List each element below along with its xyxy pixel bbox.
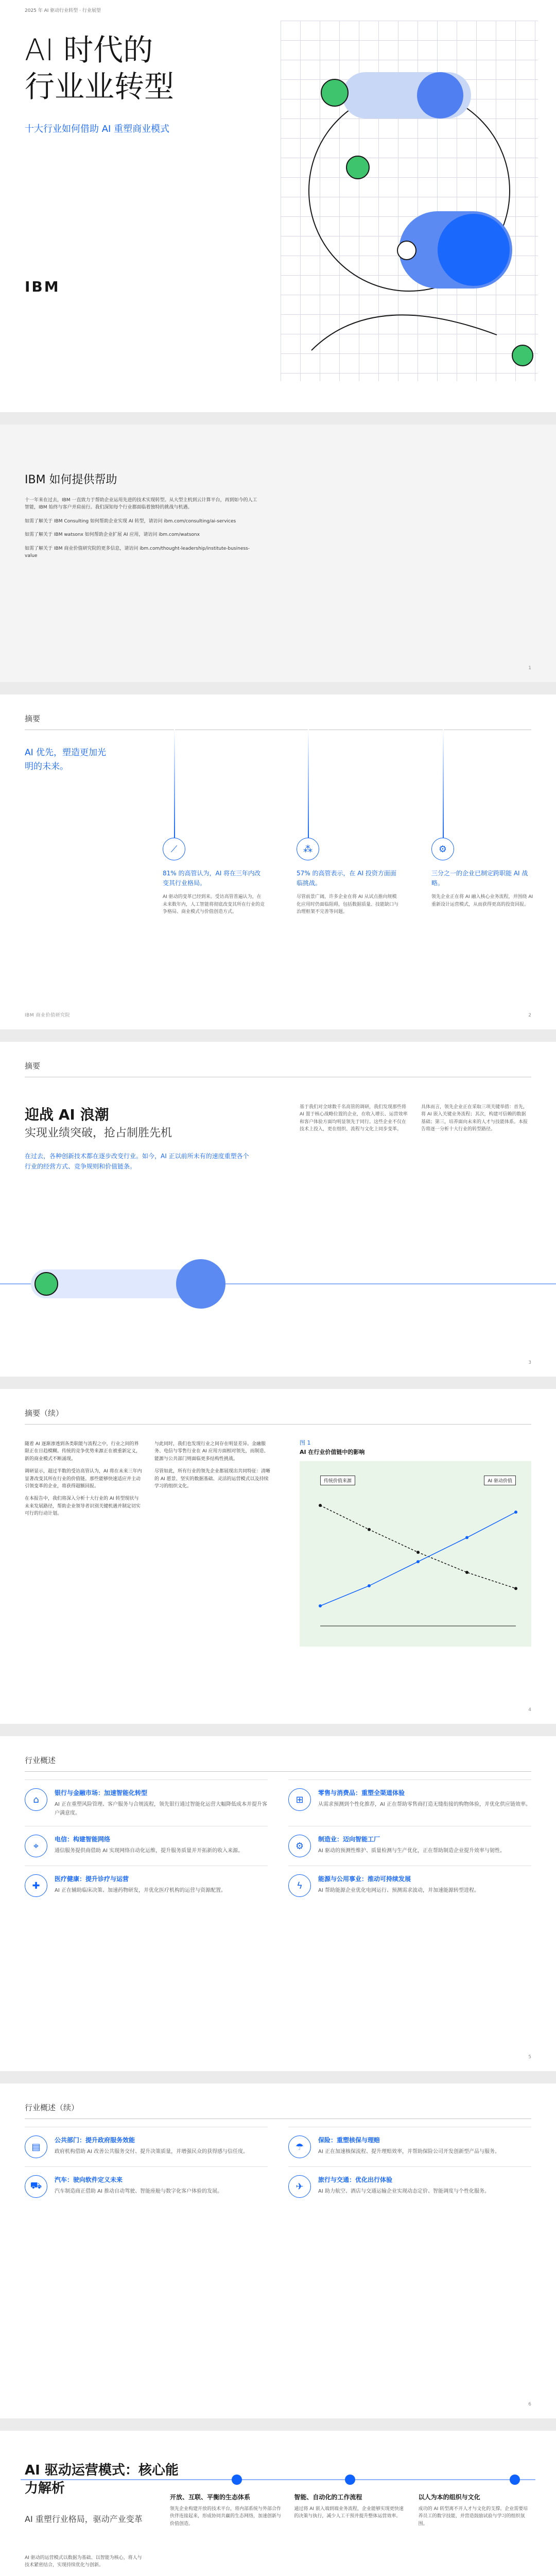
op-col: [294, 2493, 406, 2528]
vline: [174, 730, 175, 838]
summary-para: 随着 AI 逐渐渗透到各类职能与流程之中，行业之间的界限正在日趋模糊。传统的竞争优势来源正在被重新定义，新的商业模式不断涌现。: [25, 1442, 141, 1462]
industry-grid: [25, 2127, 531, 2206]
op-subheading: AI 重塑行业格局，驱动产业变革: [25, 2514, 143, 2524]
industry-text: AI 帮助能源企业优化电网运行、预测需求波动，并加速能源转型进程。: [318, 1888, 479, 1893]
op-timeline: [21, 2472, 535, 2487]
cover-subtitle: 十大行业如何借助 AI 重塑商业模式: [25, 124, 170, 134]
divider: [25, 1771, 531, 1772]
series-line-1: [320, 1512, 516, 1606]
section-label: 行业概述（续）: [25, 2103, 79, 2112]
cover-title: [25, 32, 174, 105]
industry-card: [288, 1866, 531, 1905]
op-columns: [170, 2493, 530, 2528]
section-label: 行业概述: [25, 1756, 56, 1765]
op-col-title: 智能、自动化的工作流程: [294, 2494, 362, 2501]
industry-title: 医疗健康：提升诊疗与运营: [55, 1875, 129, 1883]
wave-subheading: 实现业绩突破，抢占制胜先机: [25, 1127, 172, 1140]
ibm-help-para: 如需了解关于 IBM watsonx 如何帮助企业扩展 AI 应用，请访问 ibm.com/watsonx: [25, 532, 200, 538]
page-number: 2: [528, 1013, 531, 1018]
wave-heading: 迎战 AI 浪潮: [25, 1106, 109, 1123]
industry-card: [25, 1866, 268, 1905]
cover-circles: [281, 21, 538, 381]
industry-title: 旅行与交通：优化出行体验: [318, 2176, 393, 2183]
wave-intro: 在过去，各种创新技术都在逐步改变行业。如今，AI 正以前所未有的速度重塑各个行业的经营方式、竞争规则和价值链条。: [25, 1153, 249, 1171]
industry-title: 能源与公用事业：推动可持续发展: [318, 1875, 411, 1883]
legend-series-0: 传统价值来源: [320, 1476, 355, 1485]
industry-card: [288, 1826, 531, 1866]
cover-dot-small: [397, 241, 416, 260]
series-point-0: [465, 1571, 468, 1574]
industry-grid: [25, 1780, 531, 1905]
stat-title: 81% 的高管认为，AI 将在三年内改变其行业格局。: [163, 870, 261, 887]
bank-icon: ⌂: [25, 1788, 47, 1811]
cover-dot-green3: [512, 345, 533, 366]
industry-text: AI 正在加速核保流程、提升理赔效率，并帮助保险公司开发创新型产品与服务。: [318, 2149, 500, 2155]
series-point-0: [319, 1504, 322, 1507]
wave-col2: 具体而言，领先企业正在采取三项关键举措：首先，将 AI 嵌入关键业务流程；其次，构建可信赖的数据基础；第三，培养面向未来的人才与技能体系。本报告将逐一分析十大行业的转型路径。: [421, 1105, 528, 1132]
footer-source: IBM 商业价值研究院: [25, 1013, 70, 1018]
cover-graphic: [281, 21, 538, 381]
section-label: 摘要: [25, 714, 41, 723]
op-col-text: 成功的 AI 转型离不开人才与文化的支撑。企业需要培养员工的数字技能，并营造鼓励试验与学习的组织氛围。: [418, 2506, 528, 2527]
ibm-help-para: 如需了解关于 IBM Consulting 如何帮助企业实现 AI 转型，请访问 ibm.com/consulting/ai-services: [25, 518, 236, 524]
cover-dot-top: [417, 72, 463, 118]
ibm-help-body: [25, 497, 262, 566]
network-icon: ⁂: [297, 838, 319, 860]
ibm-help-heading: IBM 如何提供帮助: [25, 473, 117, 486]
wave-green-circle: [35, 1273, 58, 1295]
summary-para: 在本报告中，我们将深入分析十大行业的 AI 转型现状与未来发展路径，帮助企业领导者识别关键机遇并制定切实可行的行动计划。: [25, 1496, 141, 1517]
car-icon: ⛟: [25, 2175, 47, 2198]
op-col-title: 以人为本的组织与文化: [418, 2494, 480, 2501]
stat-text: AI 驱动的变革已经到来。受访高管普遍认为，在未来数年内，人工智能将彻底改变其所在行业的竞争格局、商业模式与价值创造方式。: [163, 894, 265, 915]
industry-card: [25, 1780, 268, 1826]
industry-text: 政府机构借助 AI 改善公共服务交付、提升决策质量，并增强民众的获得感与信任度。: [55, 2149, 249, 2155]
wave-blue-circle: [176, 1259, 225, 1309]
summary-para: 尽管如此，所有行业的领先企业都展现出共同特征：清晰的 AI 愿景、坚实的数据基础、灵活的运营模式以及持续学习的组织文化。: [154, 1469, 271, 1489]
page-number: 5: [528, 2055, 531, 2060]
page-number: 1: [528, 666, 531, 671]
summary-col2: [154, 1440, 273, 1495]
op-col-text: 通过将 AI 嵌入端到端业务流程，企业能够实现更快速的决策与执行，减少人工干预并提升整体运营效率。: [294, 2506, 404, 2519]
cover-dot-mid: [438, 214, 510, 286]
wave-graphic: [0, 1258, 556, 1310]
summary-lead: AI 优先，塑造更加光明的未来。: [25, 748, 107, 772]
page-number: 3: [528, 1360, 531, 1365]
ibm-help-para: 十一年来在过去，IBM 一直致力于帮助企业运用先进的技术实现转型。从大型主机到云计算平台，再到如今的人工智能，IBM 始终与客户并肩前行。我们深知每个行业都面临着独特的挑战与机遇。: [25, 498, 257, 511]
cover-dot-green2: [346, 156, 369, 179]
series-point-1: [319, 1604, 322, 1607]
cover-title-line1: AI 时代的: [25, 32, 153, 67]
industry-title: 制造业：迈向智能工厂: [318, 1836, 380, 1843]
industry-text: AI 正在辅助临床决策、加速药物研发，并优化医疗机构的运营与资源配置。: [55, 1888, 226, 1893]
op-heading: AI 驱动运营模式：核心能力解析: [25, 2463, 179, 2497]
stat-card: [297, 838, 399, 916]
gear-icon: ⚙: [431, 838, 454, 860]
section-label: 摘要（续）: [25, 1409, 64, 1418]
page-number: 4: [528, 1707, 531, 1713]
page-number: 6: [528, 2402, 531, 2407]
industry-card: [288, 2166, 531, 2206]
op-col: [170, 2493, 282, 2528]
value-chart: [300, 1461, 531, 1647]
page-ai-wave: [0, 1042, 556, 1377]
industry-text: AI 驱动的预测性维护、质量检测与生产优化，正在帮助制造企业提升效率与韧性。: [318, 1848, 505, 1854]
energy-icon: ϟ: [288, 1874, 311, 1897]
industry-text: AI 正在重塑风险管理、客户服务与合规流程，领先银行通过智能化运营大幅降低成本并提升客户满意度。: [55, 1802, 267, 1816]
summary-para: 调研显示，超过半数的受访高管认为，AI 将在未来三年内显著改变其所在行业的价值链。那些能够快速适应并主动引领变革的企业，将获得超额回报。: [25, 1469, 142, 1489]
op-col: [419, 2493, 530, 2528]
cart-icon: ⊞: [288, 1788, 311, 1811]
industry-card: [288, 2127, 531, 2166]
industry-text: 汽车制造商正借助 AI 推动自动驾驶、智能座舱与数字化客户体验的发展。: [55, 2189, 223, 2194]
series-point-0: [514, 1587, 517, 1590]
stat-card: [431, 838, 534, 908]
op-intro: AI 驱动的运营模式以数据为基础、以智能为核心，将人与技术紧密结合，实现持续优化与创新。: [25, 2555, 142, 2568]
op-dot: [232, 2475, 242, 2485]
wave-col1: 基于我们对全球数千名高管的调研，我们发现那些将 AI 置于核心战略位置的企业，在收入增长、运营效率和客户体验方面均明显领先于同行。这些企业不仅在技术上投入，更在组织、流程与文化上同步变革。: [300, 1105, 408, 1132]
series-point-0: [368, 1528, 371, 1531]
series-point-0: [416, 1551, 420, 1554]
op-dot: [345, 2475, 355, 2485]
industry-title: 保险：重塑核保与理赔: [318, 2137, 380, 2144]
summary-col1: [25, 1440, 143, 1523]
series-line-0: [320, 1505, 516, 1588]
vline: [443, 730, 444, 838]
vline: [308, 730, 309, 838]
health-icon: ✚: [25, 1874, 47, 1897]
divider: [25, 1424, 531, 1425]
stat-card: [163, 838, 266, 916]
summary-para: 与此同时，我们也发现行业之间存在明显差异。金融服务、电信与零售行业在 AI 应用方面相对领先，而制造、能源与公共部门则面临更多结构性挑战。: [154, 1442, 269, 1462]
series-point-1: [514, 1511, 517, 1514]
page-summary: [0, 694, 556, 1029]
cover-dot-green1: [321, 79, 348, 106]
antenna-icon: ⌖: [25, 1835, 47, 1857]
stat-text: 尽管前景广阔，许多企业在将 AI 从试点推向规模化应用时仍面临阻碍，包括数据质量、技能缺口与治理框架不完善等问题。: [297, 894, 399, 915]
industry-card: [25, 2127, 268, 2166]
stat-title: 57% 的高管表示，在 AI 投资方面面临挑战。: [297, 870, 396, 887]
section-label: 摘要: [25, 1061, 41, 1071]
industry-text: AI 助力航空、酒店与交通运输企业实现动态定价、智能调度与个性化服务。: [318, 2189, 490, 2194]
plane-icon: ✈: [288, 2175, 311, 2198]
industry-title: 汽车：驶向软件定义未来: [55, 2176, 123, 2183]
stat-text: 领先企业正在将 AI 融入核心业务流程，并围绕 AI 重新设计运营模式，从而获得更高的投资回报。: [431, 894, 533, 907]
top-header: 2025 年 AI 驱动行业转型 · 行业展望: [25, 8, 101, 13]
umbrella-icon: ☂: [288, 2136, 311, 2158]
stat-title: 三分之一的企业已制定跨职能 AI 战略。: [431, 870, 528, 887]
figure-title: AI 在行业价值链中的影响: [300, 1449, 365, 1455]
industry-title: 零售与消费品：重塑全渠道体验: [318, 1789, 405, 1797]
industry-title: 银行与金融市场：加速智能化转型: [55, 1789, 148, 1797]
industry-card: [25, 1826, 268, 1866]
figure-label: 图 1: [300, 1439, 311, 1446]
page-industry-overview-cont: [0, 2083, 556, 2418]
industry-text: 通信服务提供商借助 AI 实现网络自动化运维，提升服务质量并开拓新的收入来源。: [55, 1848, 244, 1854]
cover-arc: [311, 315, 497, 350]
op-col-text: 领先企业构建开放的技术平台，将内部系统与外部合作伙伴连接起来，形成协同共赢的生态网络，加速创新与价值创造。: [170, 2506, 282, 2527]
op-dot: [510, 2475, 520, 2485]
series-point-1: [465, 1536, 468, 1539]
op-col-title: 开放、互联、平衡的生态体系: [170, 2494, 251, 2501]
industry-card: [288, 1780, 531, 1826]
rocket-icon: ⟋: [163, 838, 185, 860]
page-summary-cont: [0, 1389, 556, 1724]
legend-series-1: AI 驱动价值: [484, 1476, 516, 1485]
series-point-1: [368, 1584, 371, 1587]
industry-title: 电信：构建智能网络: [55, 1836, 111, 1843]
factory-icon: ⚙: [288, 1835, 311, 1857]
industry-title: 公共部门：提升政府服务效能: [55, 2137, 135, 2144]
ibm-logo: IBM: [25, 278, 60, 295]
cover-title-line2: 行业业转型: [25, 69, 175, 104]
ibm-help-para: 如需了解关于 IBM 商业价值研究院的更多信息，请访问 ibm.com/thought-leadership/institute-business-value: [25, 546, 250, 558]
page-ibm-help: [0, 425, 556, 682]
building-icon: ▤: [25, 2136, 47, 2158]
series-point-1: [416, 1560, 420, 1563]
chart-panel: [300, 1461, 531, 1647]
page-industry-overview: [0, 1736, 556, 2071]
page-operating-model: [0, 2431, 556, 2576]
cover-page: [0, 0, 556, 412]
industry-card: [25, 2166, 268, 2206]
industry-text: 从需求预测到个性化推荐，AI 正在帮助零售商打造无缝衔接的购物体验，并优化供应链效率。: [318, 1802, 531, 1807]
